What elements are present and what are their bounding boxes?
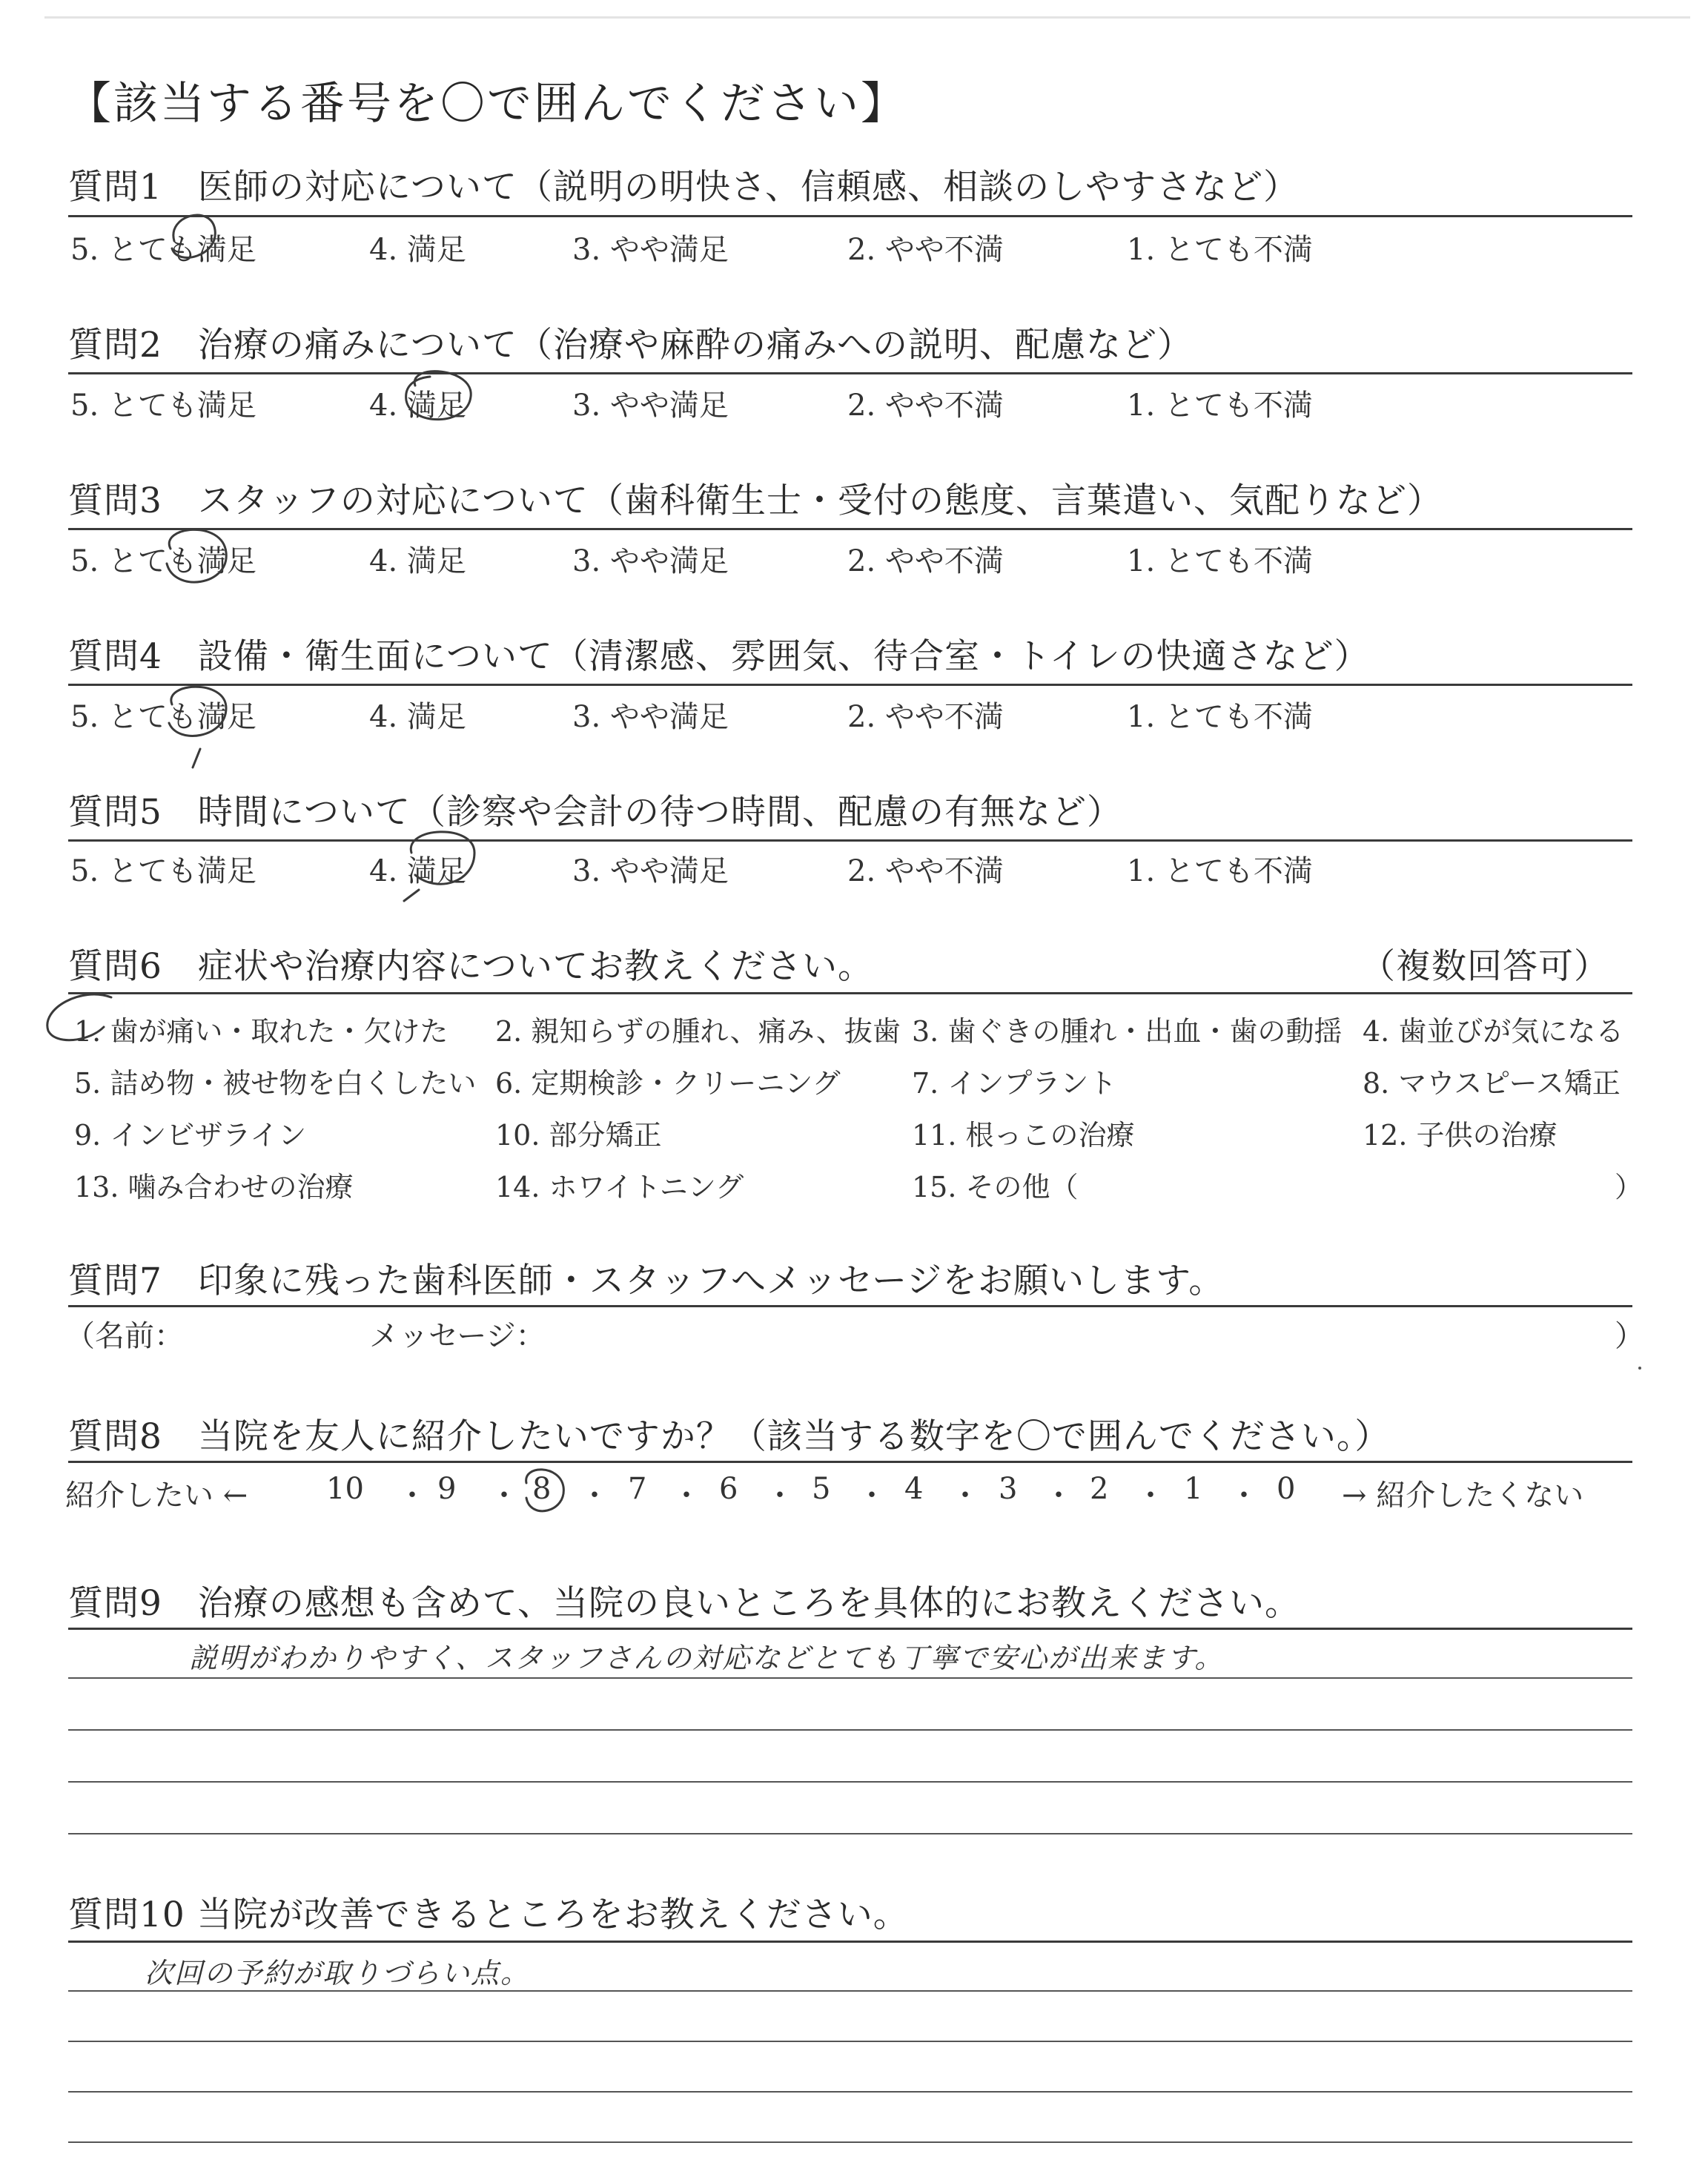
q8-scale-4[interactable]: 4 [904, 1472, 924, 1506]
q2-option-5[interactable]: 5. とても満足 [70, 389, 256, 423]
q10-answer-line [68, 2041, 1632, 2042]
q1-heading: 質問1 医師の対応について（説明の明快さ、信頼感、相談のしやすさなど） [68, 167, 1300, 208]
q4-option-3[interactable]: 3. やや満足 [572, 700, 729, 734]
q8-scale-6[interactable]: 6 [719, 1472, 738, 1506]
q6-item-4[interactable]: 4. 歯並びが気になる [1363, 1015, 1624, 1048]
q6-item-9[interactable]: 9. インビザライン [74, 1119, 307, 1152]
q5-option-2[interactable]: 2. やや不満 [847, 854, 1004, 888]
stray-dot-mark [1638, 1367, 1641, 1370]
q8-dot: ・ [1044, 1479, 1073, 1513]
q3-option-3[interactable]: 3. やや満足 [572, 544, 729, 578]
q6-item-5[interactable]: 5. 詰め物・被せ物を白くしたい [74, 1067, 477, 1100]
q8-heading: 質問8 当院を友人に紹介したいですか？（該当する数字を〇で囲んでください。） [68, 1416, 1391, 1457]
q5-heading: 質問5 時間について（診察や会計の待つ時間、配慮の有無など） [68, 792, 1122, 833]
q8-dot: ・ [950, 1479, 980, 1513]
q4-rule [68, 684, 1632, 686]
q8-scale-0[interactable]: 0 [1277, 1472, 1296, 1506]
page-top-edge [44, 16, 1690, 19]
q10-answer-line [68, 2141, 1632, 2143]
q8-left-label: 紹介したい ← [65, 1479, 248, 1513]
q8-scale-10[interactable]: 10 [326, 1472, 364, 1506]
q6-note: （複数回答可） [1360, 946, 1609, 987]
q1-rule [68, 215, 1632, 217]
q1-option-4[interactable]: 4. 満足 [369, 233, 466, 267]
q10-rule-heading [68, 1941, 1632, 1943]
q10-answer-line [68, 1990, 1632, 1992]
q9-answer-line [68, 1781, 1632, 1783]
q8-scale-1[interactable]: 1 [1184, 1472, 1203, 1506]
q6-item-7[interactable]: 7. インプラント [912, 1067, 1117, 1100]
q7-rule [68, 1305, 1632, 1307]
q7-heading: 質問7 印象に残った歯科医師・スタッフへメッセージをお願いします。 [68, 1261, 1225, 1301]
q6-item-12[interactable]: 12. 子供の治療 [1363, 1119, 1558, 1152]
q6-item-8[interactable]: 8. マウスピース矯正 [1363, 1067, 1621, 1100]
q6-item-11[interactable]: 11. 根っこの治療 [912, 1119, 1135, 1152]
q6-item-3[interactable]: 3. 歯ぐきの腫れ・出血・歯の動揺 [912, 1015, 1343, 1048]
q6-item-15-close: ） [1615, 1171, 1644, 1203]
q8-dot: ・ [1136, 1479, 1165, 1513]
q4-option-1[interactable]: 1. とても不満 [1127, 700, 1313, 734]
q8-rule [68, 1461, 1632, 1463]
q8-right-label: → 紹介したくない [1342, 1479, 1584, 1513]
q3-option-2[interactable]: 2. やや不満 [847, 544, 1004, 578]
q9-rule-heading [68, 1628, 1632, 1630]
q4-heading: 質問4 設備・衛生面について（清潔感、雰囲気、待合室・トイレの快適さなど） [68, 636, 1370, 677]
q8-dot: ・ [765, 1479, 795, 1513]
form-title: 【該当する番号を〇で囲んでください】 [67, 78, 907, 130]
q6-heading: 質問6 症状や治療内容についてお教えください。 [68, 946, 873, 987]
q6-item-14[interactable]: 14. ホワイトニング [495, 1171, 744, 1203]
q8-dot: ・ [397, 1479, 427, 1513]
q8-dot: ・ [1229, 1479, 1259, 1513]
q8-scale-9[interactable]: 9 [437, 1472, 457, 1506]
q1-option-1[interactable]: 1. とても不満 [1127, 233, 1313, 267]
q2-option-3[interactable]: 3. やや満足 [572, 389, 729, 423]
q1-option-5[interactable]: 5. とても満足 [70, 233, 256, 267]
q2-option-2[interactable]: 2. やや不満 [847, 389, 1004, 423]
q10-answer-line [68, 2091, 1632, 2093]
q10-handwritten-answer: 次回の予約が取りづらい点。 [145, 1957, 531, 1989]
q4-option-5[interactable]: 5. とても満足 [70, 700, 256, 734]
q2-rule [68, 372, 1632, 374]
q8-scale-2[interactable]: 2 [1090, 1472, 1109, 1506]
q4-option-2[interactable]: 2. やや不満 [847, 700, 1004, 734]
q5-option-5[interactable]: 5. とても満足 [70, 854, 256, 888]
q5-option-1[interactable]: 1. とても不満 [1127, 854, 1313, 888]
q8-scale-8[interactable]: 8 [532, 1472, 552, 1506]
q2-option-4[interactable]: 4. 満足 [369, 389, 466, 423]
q8-dot: ・ [580, 1479, 609, 1513]
q6-item-15[interactable]: 15. その他（ [912, 1171, 1079, 1203]
q2-option-1[interactable]: 1. とても不満 [1127, 389, 1313, 423]
q9-answer-line [68, 1677, 1632, 1679]
q6-rule [68, 992, 1632, 994]
q3-option-1[interactable]: 1. とても不満 [1127, 544, 1313, 578]
q4-option-4[interactable]: 4. 満足 [369, 700, 466, 734]
q8-dot: ・ [489, 1479, 519, 1513]
q3-option-5[interactable]: 5. とても満足 [70, 544, 256, 578]
q6-item-10[interactable]: 10. 部分矯正 [495, 1119, 662, 1152]
q7-close: ） [1615, 1319, 1644, 1353]
q8-dot: ・ [857, 1479, 887, 1513]
q5-option-4[interactable]: 4. 満足 [369, 854, 466, 888]
q9-answer-line [68, 1729, 1632, 1731]
q5-option-3[interactable]: 3. やや満足 [572, 854, 729, 888]
q6-item-6[interactable]: 6. 定期検診・クリーニング [495, 1067, 841, 1100]
q8-scale-5[interactable]: 5 [812, 1472, 831, 1506]
q1-option-3[interactable]: 3. やや満足 [572, 233, 729, 267]
q3-option-4[interactable]: 4. 満足 [369, 544, 466, 578]
q3-heading: 質問3 スタッフの対応について（歯科衛生士・受付の態度、言葉遣い、気配りなど） [68, 480, 1443, 521]
q8-dot: ・ [672, 1479, 701, 1513]
q6-item-2[interactable]: 2. 親知らずの腫れ、痛み、抜歯 [495, 1015, 901, 1048]
q6-item-13[interactable]: 13. 噛み合わせの治療 [74, 1171, 354, 1203]
q5-rule [68, 839, 1632, 842]
q9-heading: 質問9 治療の感想も含めて、当院の良いところを具体的にお教えください。 [68, 1583, 1300, 1624]
q3-rule [68, 528, 1632, 530]
q8-scale-7[interactable]: 7 [628, 1472, 647, 1506]
q7-name-label: （名前： [65, 1319, 184, 1353]
q8-scale-3[interactable]: 3 [999, 1472, 1018, 1506]
q10-heading: 質問10 当院が改善できるところをお教えください。 [68, 1895, 909, 1935]
q2-heading: 質問2 治療の痛みについて（治療や麻酔の痛みへの説明、配慮など） [68, 325, 1194, 366]
q7-message-label: メッセージ： [369, 1319, 546, 1353]
q1-option-2[interactable]: 2. やや不満 [847, 233, 1004, 267]
q9-handwritten-answer: 説明がわかりやすく、スタッフさんの対応などとても丁寧で安心が出来ます。 [189, 1642, 1225, 1674]
q6-item-1[interactable]: 1. 歯が痛い・取れた・欠けた [74, 1015, 448, 1048]
q9-answer-line [68, 1833, 1632, 1834]
